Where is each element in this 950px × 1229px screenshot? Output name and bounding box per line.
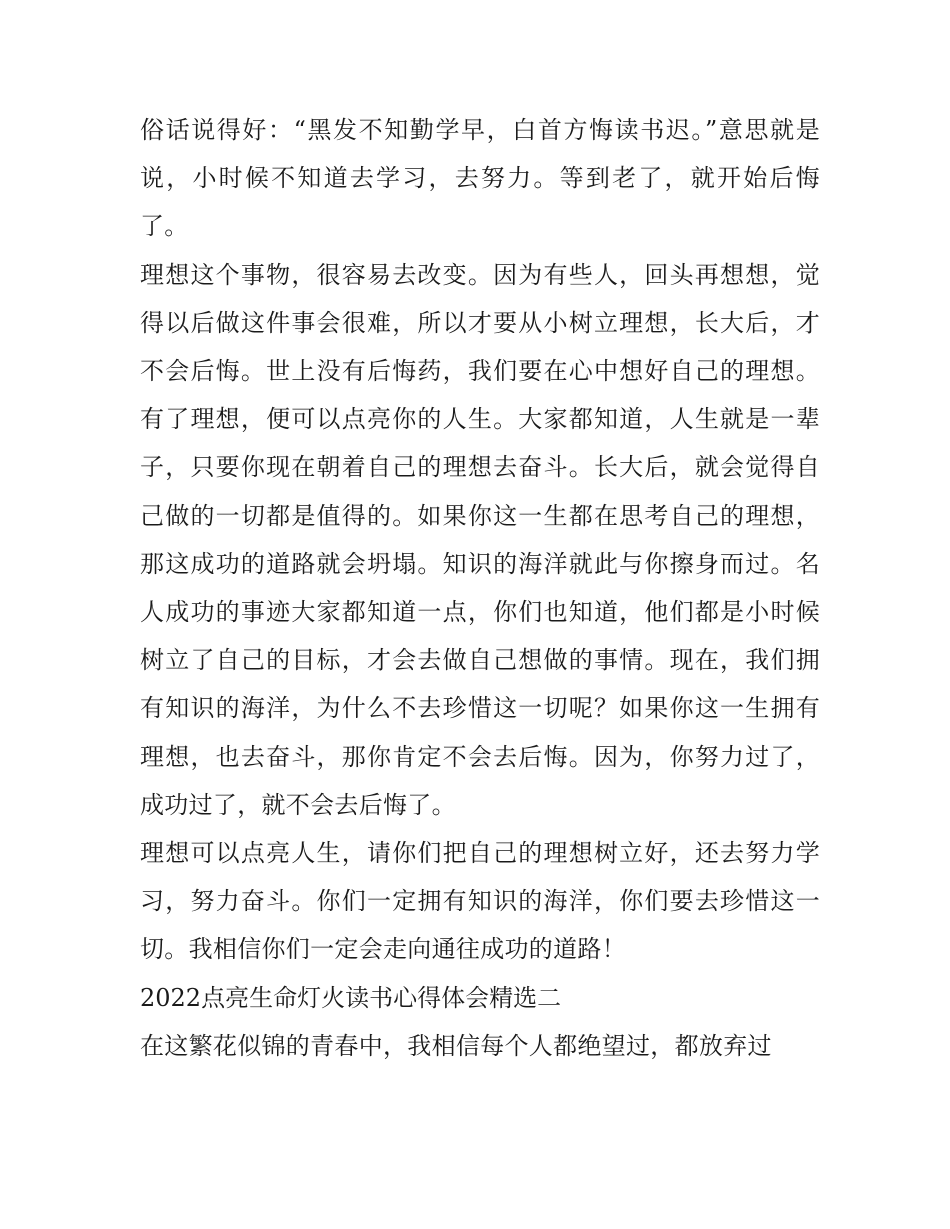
paragraph-proverb: 俗话说得好：“黑发不知勤学早，白首方悔读书迟。”意思就是说，小时候不知道去学习，去努力。等到老了，就开始后悔了。 [140,116,820,241]
section-heading: 2022点亮生命灯火读书心得体会精选二 [140,983,562,1012]
paragraph-ideals: 理想这个事物，很容易去改变。因为有些人，回头再想想，觉得以后做这件事会很难，所以才要从小树立理想，长大后，才不会后悔。世上没有后悔药，我们要在心中想好自己的理想。有了理想，便可以点亮你的人生。大家都知道，人生就是一辈子，只要你现在朝着自己的理想去奋斗。长大后，就会觉得自己做的一切都是值得的。如果你这一生都在思考自己的理想，那这成功的道路就会坍塌。知识的海洋就此与你擦身而过。名人成功的事迹大家都知道一点，你们也知道，他们都是小时候树立了自己的目标，才会去做自己想做的事情。现在，我们拥有知识的海洋，为什么不去珍惜这一切呢？如果你这一生拥有理想，也去奋斗，那你肯定不会去后悔。因为，你努力过了，成功过了，就不会去后悔了。 [140,260,820,819]
document-body [140,106,820,1070]
paragraph-closing: 在这繁花似锦的青春中，我相信每个人都绝望过，都放弃过 [140,1031,772,1060]
paragraph-conclusion: 理想可以点亮人生，请你们把自己的理想树立好，还去努力学习，努力奋斗。你们一定拥有知识的海洋，你们要去珍惜这一切。我相信你们一定会走向通往成功的道路！ [140,839,820,964]
